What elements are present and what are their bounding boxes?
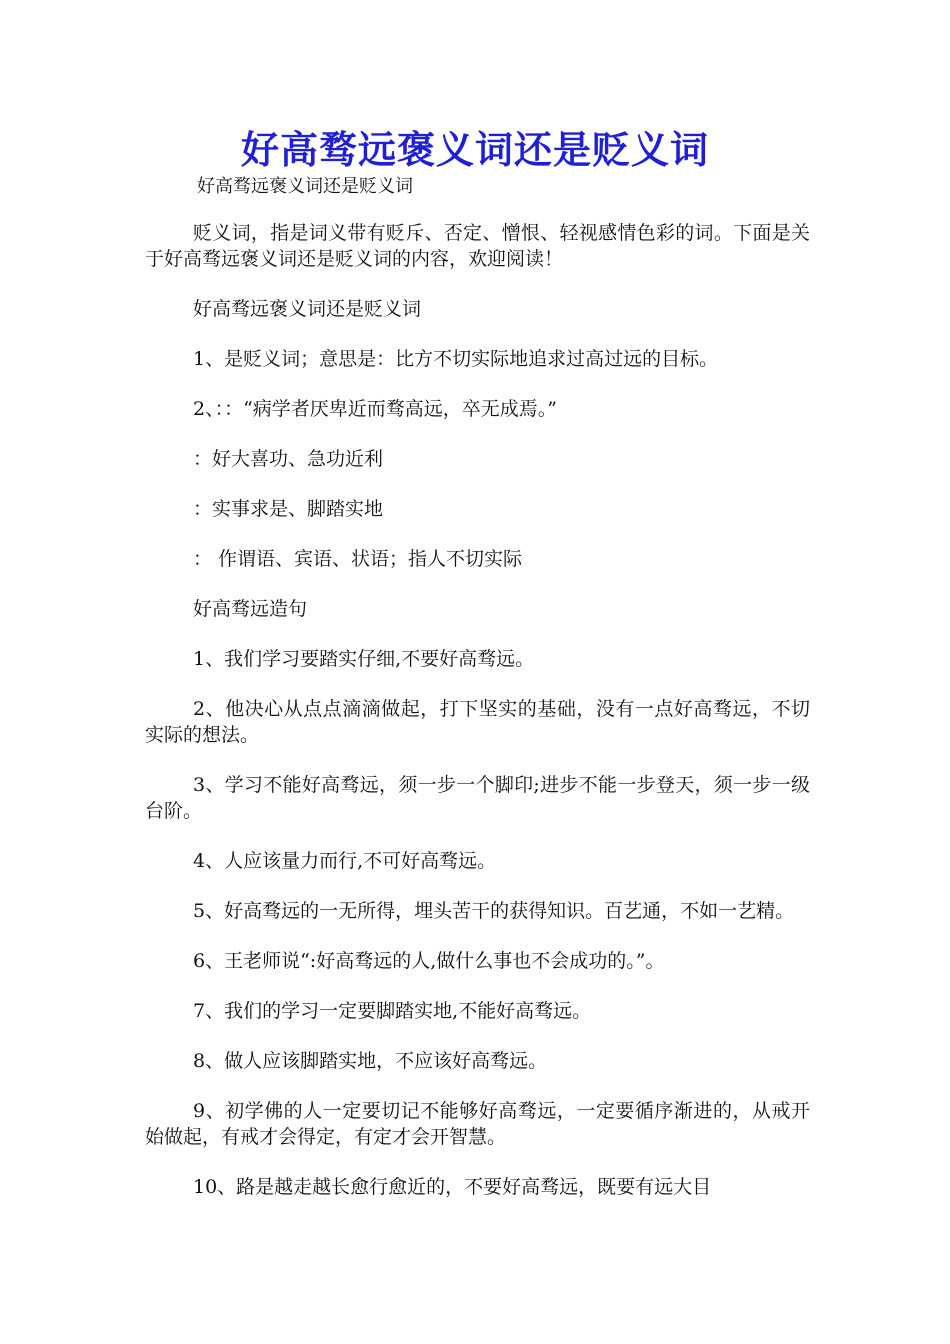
paragraph: 1、我们学习要踏实仔细,不要好高骛远。 bbox=[193, 648, 535, 670]
paragraph: 6、王老师说“:好高骛远的人,做什么事也不会成功的。”。 bbox=[193, 950, 665, 972]
document-body bbox=[145, 220, 810, 1224]
paragraph: 8、做人应该脚踏实地，不应该好高骛远。 bbox=[193, 1050, 548, 1072]
paragraph: 10、路是越走越长愈行愈近的，不要好高骛远，既要有远大目 bbox=[193, 1176, 712, 1198]
paragraph: 2、他决心从点点滴滴做起，打下坚实的基础，没有一点好高骛远，不切实际的想法。 bbox=[145, 698, 810, 746]
paragraph: ：好大喜功、急功近利 bbox=[193, 448, 384, 470]
paragraph: 3、学习不能好高骛远，须一步一个脚印;进步不能一步登天，须一步一级台阶。 bbox=[145, 774, 810, 822]
paragraph: 2、：：“病学者厌卑近而骛高远，卒无成焉。” bbox=[193, 398, 558, 420]
paragraph: 贬义词，指是词义带有贬斥、否定、憎恨、轻视感情色彩的词。下面是关于好高骛远褒义词还是贬义词的内容，欢迎阅读！ bbox=[145, 222, 810, 270]
paragraph: 4、人应该量力而行,不可好高骛远。 bbox=[193, 850, 497, 872]
paragraph: 5、好高骛远的一无所得，埋头苦干的获得知识。百艺通，不如一艺精。 bbox=[193, 900, 795, 922]
paragraph: 7、我们的学习一定要脚踏实地,不能好高骛远。 bbox=[193, 1000, 592, 1022]
section-heading: 好高骛远造句 bbox=[193, 598, 308, 620]
document-title: 好高骛远褒义词还是贬义词 bbox=[240, 127, 709, 172]
paragraph: 好高骛远褒义词还是贬义词 bbox=[193, 298, 422, 320]
paragraph: ：实事求是、脚踏实地 bbox=[193, 498, 384, 520]
document-subtitle: 好高骛远褒义词还是贬义词 bbox=[197, 176, 413, 197]
paragraph: 1、是贬义词；意思是：比方不切实际地追求过高过远的目标。 bbox=[193, 348, 719, 370]
paragraph: 9、初学佛的人一定要切记不能够好高骛远，一定要循序渐进的，从戒开始做起，有戒才会得定，有定才会开智慧。 bbox=[145, 1100, 810, 1148]
paragraph: ： 作谓语、宾语、状语；指人不切实际 bbox=[193, 548, 523, 570]
